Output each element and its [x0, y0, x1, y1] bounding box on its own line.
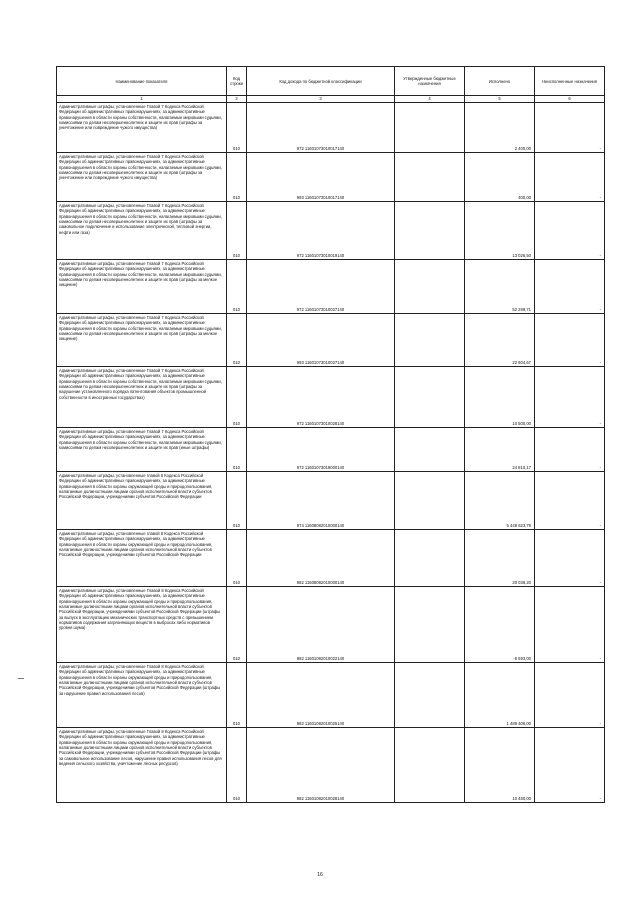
table-row [57, 367, 605, 428]
revenue-table [56, 66, 605, 803]
table-row [57, 103, 605, 153]
row-unexecuted: - [535, 314, 605, 367]
row-name: Административные штрафы, установленные Главой 7 Кодекса Российской Федерации об административных правонарушениях, за административные правонарушения в области охраны собственности, налагаемые мировыми судьями, комиссиями по делам несовершеннолетних и защите их прав (штрафы за нарушение установленного порядка патентования объектов промышленной собственности в иностранных государствах) [57, 367, 227, 428]
row-unexecuted: - [535, 663, 605, 728]
row-code: 010 [227, 103, 247, 153]
row-code: 010 [227, 153, 247, 202]
row-name: Административные штрафы, установленные Главой 8 Кодекса Российской Федерации об административных правонарушениях, за административные правонарушения в области охраны окружающей среды и природопользования, налагаемые должностными лицами органов исполнительной власти субъектов Российской Федерации, учреждениями субъектов Российской Федерации (штрафы за нарушение правил использования лесов) [57, 663, 227, 728]
row-code: 010 [227, 530, 247, 587]
table-row [57, 202, 605, 260]
row-kbk: 993 11601073010017140 [247, 153, 395, 202]
row-unexecuted: - [535, 530, 605, 587]
row-code: 010 [227, 472, 247, 530]
row-executed: 13 026,50 [465, 202, 535, 260]
table-row [57, 587, 605, 663]
row-kbk: 972 11601073010027140 [247, 260, 395, 314]
row-code: 010 [227, 428, 247, 472]
row-unexecuted: - [535, 472, 605, 530]
table-row [57, 530, 605, 587]
header-code: Код строки [227, 67, 247, 96]
row-name: Административные штрафы, установленные Главой 7 Кодекса Российской Федерации об административных правонарушениях, за административные правонарушения в области охраны собственности, налагаемые мировыми судьями, комиссиями по делам несовершеннолетних и защите их прав (штрафы за уничтожение или повреждение чужого имущества) [57, 153, 227, 202]
row-approved [395, 587, 465, 663]
row-name: Административные штрафы, установленные Главой 7 Кодекса Российской Федерации об административных правонарушениях, за административные правонарушения в области охраны собственности, налагаемые мировыми судьями, комиссиями по делам несовершеннолетних и защите их прав (штрафы за самовольное подключение и использование электрической, тепловой энергии, нефти или газа) [57, 202, 227, 260]
column-number: 4 [395, 96, 465, 103]
row-unexecuted: - [535, 103, 605, 153]
column-number-row [57, 96, 605, 103]
table-row [57, 472, 605, 530]
header-kbk: Код дохода по бюджетной классификации [247, 67, 395, 96]
header-approved: Утвержденные бюджетные назначения [395, 67, 465, 96]
row-code: 010 [227, 587, 247, 663]
row-name: Административные штрафы, установленные главой 8 Кодекса Российской Федерации об административных правонарушениях, за административные правонарушения в области охраны окружающей среды и природопользования, налагаемые должностными лицами органов исполнительной власти субъектов Российской Федерации, учреждениями субъектов Российской Федерации [57, 472, 227, 530]
row-kbk: 974 11608082010000140 [247, 472, 395, 530]
row-name: Административные штрафы, установленные главой 8 Кодекса Российской Федерации об административных правонарушениях, за административные правонарушения в области охраны окружающей среды и природопользования, налагаемые должностными лицами органов исполнительной власти субъектов Российской Федерации, учреждениями субъектов Российской Федерации [57, 530, 227, 587]
row-unexecuted: - [535, 202, 605, 260]
row-approved [395, 314, 465, 367]
row-code: 010 [227, 314, 247, 367]
table-header-row [57, 67, 605, 96]
row-unexecuted: - [535, 728, 605, 803]
row-executed: 2 400,00 [465, 103, 535, 153]
header-executed: Исполнено [465, 67, 535, 96]
row-approved [395, 663, 465, 728]
row-unexecuted: - [535, 153, 605, 202]
row-approved [395, 728, 465, 803]
table-row [57, 314, 605, 367]
table-row [57, 728, 605, 803]
row-kbk: 972 11601073010017140 [247, 103, 395, 153]
row-name: Административные штрафы, установленные Главой 8 Кодекса Российской Федерации об административных правонарушениях, за административные правонарушения в области охраны окружающей среды и природопользования, налагаемые должностными лицами органов исполнительной власти субъектов Российской Федерации, учреждениями субъектов Российской Федерации (штрафы за выпуск в эксплуатацию механических транспортных средств с превышением нормативов содержания загрязняющих веществ в выбросах либо нормативов уровня шума) [57, 587, 227, 663]
row-approved [395, 472, 465, 530]
column-number: 5 [465, 96, 535, 103]
row-code: 010 [227, 202, 247, 260]
column-number: 1 [57, 96, 227, 103]
row-approved [395, 367, 465, 428]
header-unexecuted: Неисполненные назначения [535, 67, 605, 96]
row-kbk: 993 11601073010027140 [247, 314, 395, 367]
row-kbk: 982 11601082010028140 [247, 728, 395, 803]
row-executed: 10 450,00 [465, 728, 535, 803]
row-name: Административные штрафы, установленные Главой 7 Кодекса Российской Федерации об административных правонарушениях, за административные правонарушения в области охраны собственности, налагаемые мировыми судьями, комиссиями по делам несовершеннолетних и защите их прав (иные штрафы) [57, 428, 227, 472]
table-row [57, 260, 605, 314]
row-code: 010 [227, 367, 247, 428]
row-approved [395, 153, 465, 202]
row-approved [395, 202, 465, 260]
row-code: 010 [227, 663, 247, 728]
row-kbk: 972 11601073010028140 [247, 367, 395, 428]
row-kbk: 982 11601082010022140 [247, 587, 395, 663]
row-approved [395, 260, 465, 314]
row-name: Административные штрафы, установленные Главой 8 Кодекса Российской Федерации об административных правонарушениях, за административные правонарушения в области охраны окружающей среды и природопользования, налагаемые должностными лицами органов исполнительной власти субъектов Российской Федерации, учреждениями субъектов Российской Федерации (штрафы за самовольное использование лесов, нарушение правил использования лесов для ведения сельского хозяйства, уничтожение лесных ресурсов) [57, 728, 227, 803]
row-executed: 52 299,71 [465, 260, 535, 314]
row-unexecuted: - [535, 260, 605, 314]
row-kbk: 982 11601082010025140 [247, 663, 395, 728]
page-number: 16 [317, 872, 323, 878]
row-approved [395, 428, 465, 472]
column-number: 2 [227, 96, 247, 103]
row-executed: 10 500,00 [465, 367, 535, 428]
row-approved [395, 530, 465, 587]
row-executed: 24 810,17 [465, 428, 535, 472]
report-sheet [56, 66, 604, 803]
row-code: 010 [227, 260, 247, 314]
row-approved [395, 103, 465, 153]
scan-artifact-mark [18, 678, 24, 679]
row-unexecuted: - [535, 587, 605, 663]
row-name: Административные штрафы, установленные Главой 7 Кодекса Российской Федерации об административных правонарушениях, за административные правонарушения в области охраны собственности, налагаемые мировыми судьями, комиссиями по делам несовершеннолетних и защите их прав (штрафы за уничтожение или повреждение чужого имущества) [57, 103, 227, 153]
row-executed: 5 448 623,79 [465, 472, 535, 530]
row-kbk: 972 11601073019000140 [247, 428, 395, 472]
table-row [57, 153, 605, 202]
header-name: Наименование показателя [57, 67, 227, 96]
row-unexecuted: - [535, 428, 605, 472]
table-row [57, 663, 605, 728]
column-number: 3 [247, 96, 395, 103]
row-kbk: 982 11608082010000140 [247, 530, 395, 587]
column-number: 6 [535, 96, 605, 103]
row-executed: 22 604,67 [465, 314, 535, 367]
row-executed: 1 489 406,00 [465, 663, 535, 728]
row-name: Административные штрафы, установленные Главой 7 Кодекса Российской Федерации об административных правонарушениях, за административные правонарушения в области охраны собственности, налагаемые мировыми судьями, комиссиями по делам несовершеннолетних и защите их прав (штрафы за мелкое хищение) [57, 260, 227, 314]
row-unexecuted: - [535, 367, 605, 428]
row-kbk: 972 11601073010019140 [247, 202, 395, 260]
row-code: 010 [227, 728, 247, 803]
row-executed: -6 593,00 [465, 587, 535, 663]
row-executed: 20 036,20 [465, 530, 535, 587]
row-name: Административные штрафы, установленные Главой 7 Кодекса Российской Федерации об административных правонарушениях, за административные правонарушения в области охраны собственности, налагаемые мировыми судьями, комиссиями по делам несовершеннолетних и защите их прав (штрафы за мелкое хищение) [57, 314, 227, 367]
table-row [57, 428, 605, 472]
row-executed: 400,00 [465, 153, 535, 202]
